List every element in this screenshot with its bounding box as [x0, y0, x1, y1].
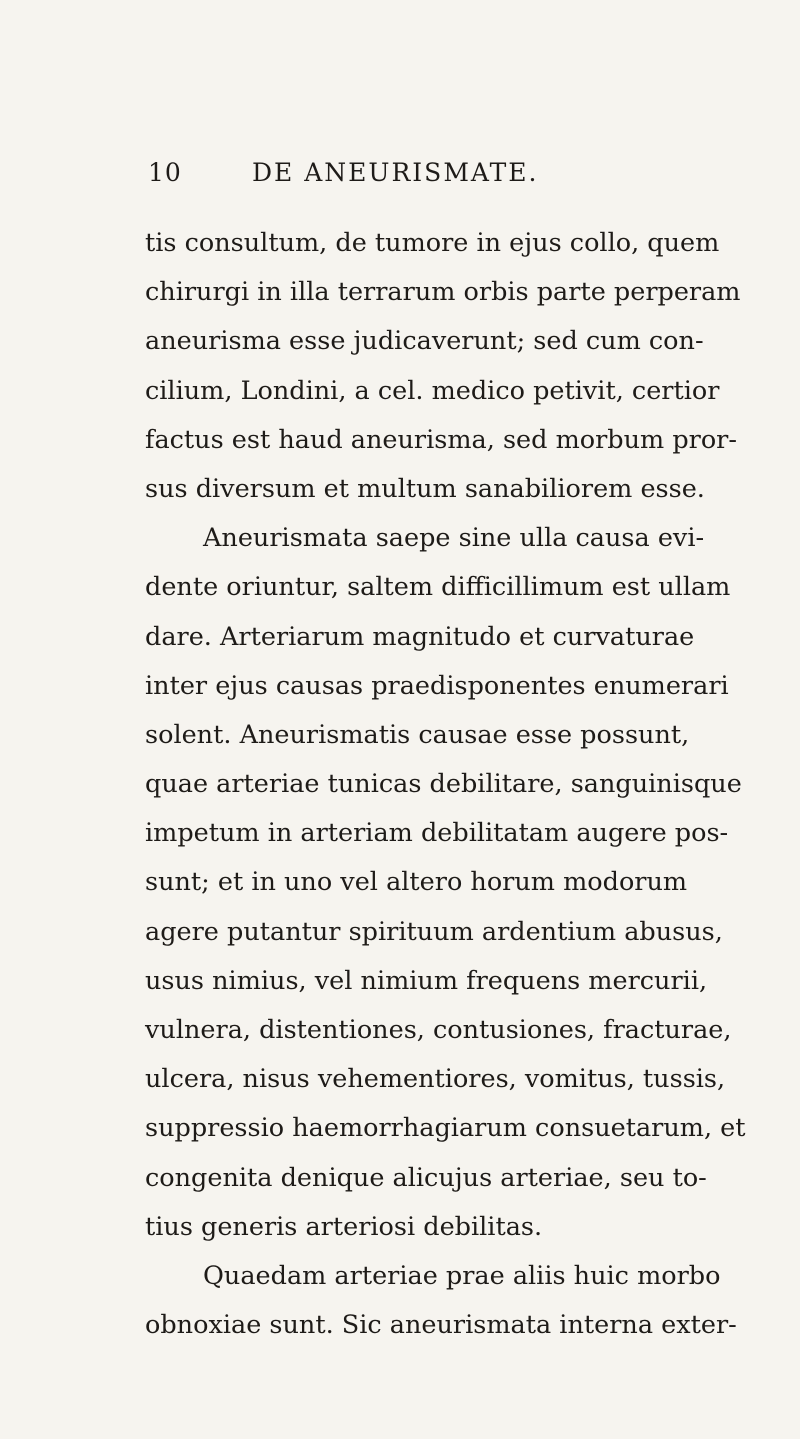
page-number: 10 — [148, 158, 182, 187]
text-line: obnoxiae sunt. Sic aneurismata interna exter- — [145, 1310, 737, 1341]
paragraph-start-line: Aneurismata saepe sine ulla causa evi- — [203, 523, 705, 554]
text-line: vulnera, distentiones, contusiones, fracturae, — [145, 1015, 732, 1045]
body-text — [145, 219, 765, 1350]
text-line: suppressio haemorrhagiarum consuetarum, et — [145, 1113, 746, 1144]
text-line: ulcera, nisus vehementiores, vomitus, tussis, — [145, 1064, 726, 1095]
text-line: solent. Aneurismatis causae esse possunt, — [145, 719, 690, 750]
paragraph-start-line: Quaedam arteriae prae aliis huic morbo — [203, 1260, 721, 1291]
text-line: tis consultum, de tumore in ejus collo, quem — [145, 228, 720, 258]
page-header — [148, 158, 748, 198]
text-line: usus nimius, vel nimium frequens mercurii, — [145, 965, 708, 996]
text-line: quae arteriae tunicas debilitare, sanguinisque — [145, 769, 742, 800]
text-line: impetum in arteriam debilitatam augere pos- — [145, 818, 729, 849]
text-line: dente oriuntur, saltem difficillimum est ullam — [145, 572, 731, 603]
text-line: factus est haud aneurisma, sed morbum pror- — [145, 424, 737, 455]
text-line: sunt; et in uno vel altero horum modorum — [145, 867, 688, 898]
running-head: DE ANEURISMATE. — [252, 158, 539, 187]
text-line: dare. Arteriarum magnitudo et curvaturae — [145, 621, 695, 652]
text-line: agere putantur spirituum ardentium abusus, — [145, 916, 723, 947]
text-line: tius generis arteriosi debilitas. — [145, 1211, 543, 1242]
text-line: chirurgi in illa terrarum orbis parte perperam — [145, 277, 741, 308]
text-line: inter ejus causas praedisponentes enumerari — [145, 670, 729, 701]
text-line: aneurisma esse judicaverunt; sed cum con- — [145, 326, 704, 357]
text-line: cilium, Londini, a cel. medico petivit, certior — [145, 375, 720, 406]
text-line: sus diversum et multum sanabiliorem esse. — [145, 473, 705, 504]
text-line: congenita denique alicujus arteriae, seu to- — [145, 1162, 707, 1193]
